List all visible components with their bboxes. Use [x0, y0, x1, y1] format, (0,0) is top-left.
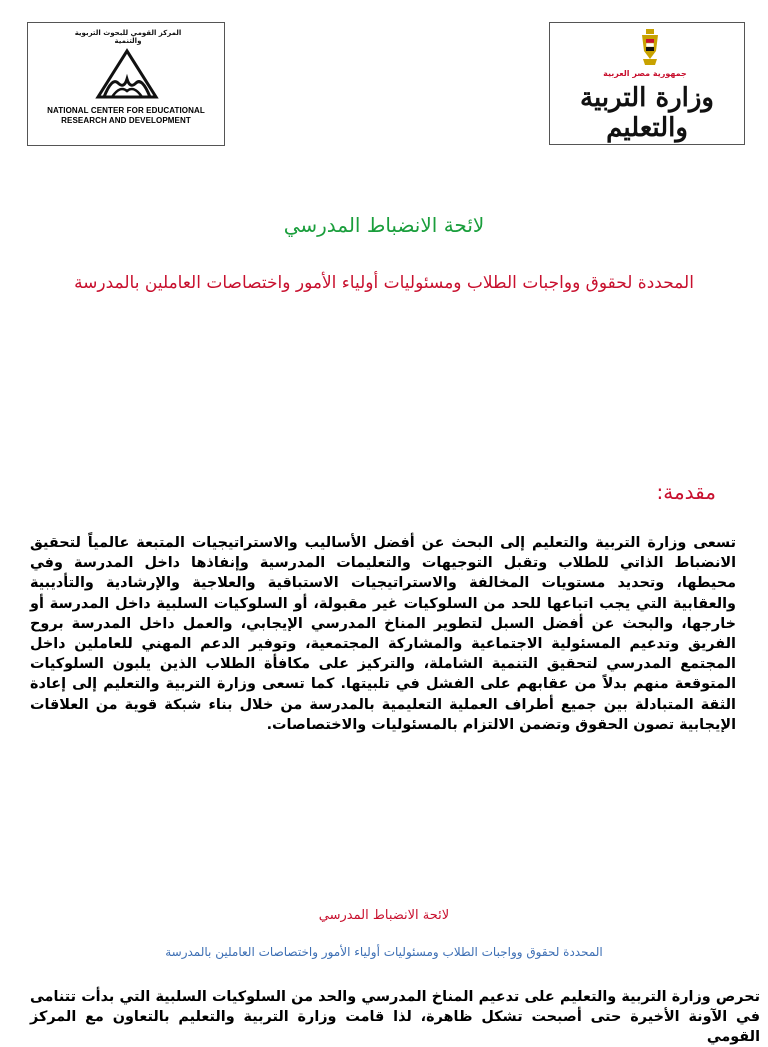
ministry-logo-box — [549, 22, 745, 145]
document-title: لائحة الانضباط المدرسي — [283, 213, 485, 237]
ncerd-logo-box — [27, 22, 225, 146]
ncerd-mountain-icon — [94, 45, 160, 101]
intro-heading: مقدمة: — [656, 480, 716, 504]
ministry-name-calligraphy: وزارة التربية والتعليم — [580, 83, 714, 143]
section2-title: لائحة الانضباط المدرسي — [318, 908, 450, 923]
ncerd-english-name — [34, 106, 218, 126]
egypt-eagle-icon — [640, 29, 660, 67]
section2-subtitle: المحددة لحقوق وواجبات الطلاب ومسئوليات أولياء الأمور واختصاصات العاملين بالمدرسة — [165, 945, 603, 959]
section2-paragraph: تحرص وزارة التربية والتعليم على تدعيم المناخ المدرسي والحد من السلوكيات السلبية التي بدأت تتنامى في الآونة الأخيرة حتى أصبحت تشكل ظاهرة، لذا قامت وزارة التربية والتعليم بالتعاون مع المركز القومي — [30, 989, 760, 1045]
intro-paragraph: تسعى وزارة التربية والتعليم إلى البحث عن أفضل الأساليب والاستراتيجيات المتبعة عالمياً لتحقيق الانضباط الذاتي للطلاب وتقبل التوجيهات والتعليمات المدرسية وإنفاذها داخل المدرسة وفي محيطها، وتحديد مستويات المخالفة والاستراتيجيات الاستباقية والعلاجية والإرشادية والتأديبية والعقابية التي يجب اتباعها للحد من السلوكيات غير مقبولة، أو السلوكيات السلبية داخل المدرسة أو خارجها، والبحث عن أفضل السبل لتطوير المناخ المدرسي الإيجابي، والعمل داخل المدرسة بروح الفريق وتدعيم المسئولية الاجتماعية والمشاركة المجتمعية، وتوفير الدعم المهني للعاملين داخل المجتمع المدرسي لتحقيق التنمية الشاملة، والتركيز على مكافأة الطلاب الذين يلبون السلوكيات المتوقعة منهم بدلاً من عقابهم على الفشل في تلبيتها. كما تسعى وزارة التربية والتعليم إلى إعادة الثقة المتبادلة بين جميع أطراف العملية التعليمية بالمدرسة من خلال بناء شبكة قوية من العلاقات الإيجابية تصون الحقوق وتضمن الالتزام بالمسئوليات والاختصاصات. — [30, 535, 736, 733]
egypt-republic-label: جمهورية مصر العربية — [603, 69, 687, 78]
ncerd-arabic-arc-text: المركز القومي للبحوث التربوية والتنمية — [74, 29, 182, 45]
ncerd-english-line2: RESEARCH AND DEVELOPMENT — [61, 116, 191, 125]
ncerd-english-line1: NATIONAL CENTER FOR EDUCATIONAL — [47, 106, 205, 115]
document-subtitle: المحددة لحقوق وواجبات الطلاب ومسئوليات أولياء الأمور واختصاصات العاملين بالمدرسة — [74, 273, 694, 293]
